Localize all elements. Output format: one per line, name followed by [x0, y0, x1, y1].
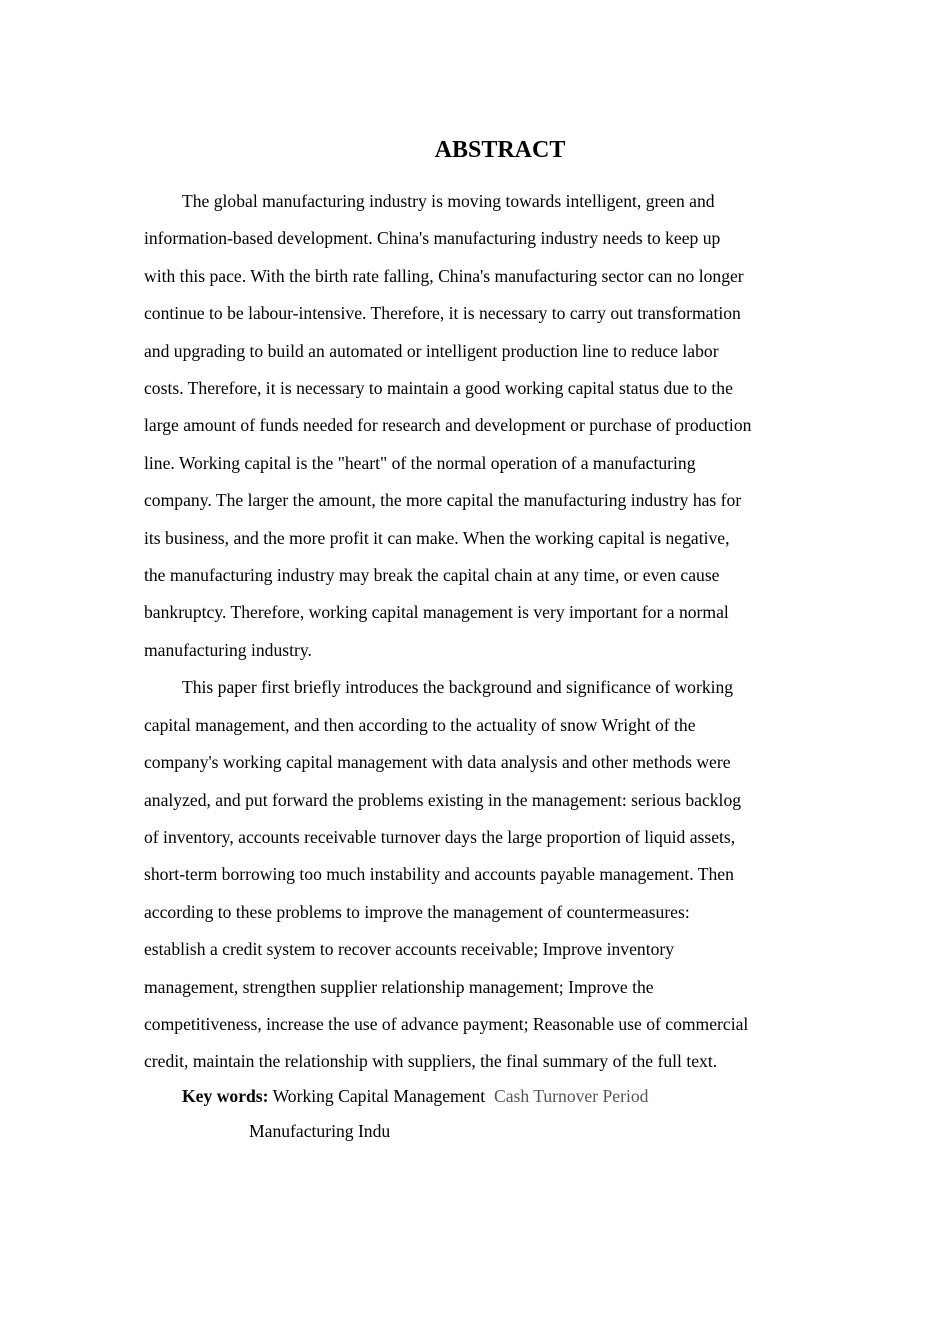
keywords-label: Key words:	[182, 1086, 269, 1106]
paragraph-2-line: short-term borrowing too much instability and accounts payable management. Then	[144, 864, 734, 885]
paragraph-2-line: competitiveness, increase the use of advance payment; Reasonable use of commercial	[144, 1013, 749, 1034]
paragraph-2-line: analyzed, and put forward the problems existing in the management: serious backlog	[144, 789, 742, 810]
paragraph-1-line: The global manufacturing industry is moving towards intelligent, green and	[182, 191, 715, 211]
paragraph-1-line: costs. Therefore, it is necessary to maintain a good working capital status due to the	[144, 378, 733, 399]
paragraph-1-line: manufacturing industry.	[144, 639, 312, 660]
paragraph-1-line: its business, and the more profit it can make. When the working capital is negative,	[144, 527, 730, 548]
paragraph-1-line: bankruptcy. Therefore, working capital management is very important for a normal	[144, 602, 729, 623]
paragraph-2-line: company's working capital management with data analysis and other methods were	[144, 752, 731, 773]
paragraph-2-line: management, strengthen supplier relationship management; Improve the	[144, 976, 654, 997]
keywords-continuation	[249, 1114, 390, 1148]
paragraph-2-line: according to these problems to improve the management of countermeasures:	[144, 901, 690, 922]
paragraph-1-line: with this pace. With the birth rate falling, China's manufacturing sector can no longer	[144, 265, 744, 286]
keyword-item: Manufacturing Indu	[249, 1121, 391, 1141]
paragraph-1-line: line. Working capital is the "heart" of the normal operation of a manufacturing	[144, 452, 696, 473]
paragraph-2-line: credit, maintain the relationship with suppliers, the final summary of the full text.	[144, 1051, 718, 1072]
paragraph-2-line: of inventory, accounts receivable turnover days the large proportion of liquid assets,	[144, 826, 736, 847]
keyword-item: Working Capital Management	[272, 1086, 486, 1106]
page-title: ABSTRACT	[434, 137, 566, 163]
paragraph-2-line: capital management, and then according to the actuality of snow Wright of the	[144, 714, 696, 735]
paragraph-1-line: information-based development. China's manufacturing industry needs to keep up	[144, 228, 721, 249]
keyword-item: Cash Turnover Period	[493, 1086, 649, 1106]
abstract-body	[144, 183, 814, 1081]
paragraph-2-line: This paper first briefly introduces the background and significance of working	[182, 677, 734, 698]
paragraph-1-line: continue to be labour-intensive. Therefore, it is necessary to carry out transformation	[144, 303, 741, 324]
paragraph-1-line: the manufacturing industry may break the capital chain at any time, or even cause	[144, 565, 720, 586]
paragraph-1-line: company. The larger the amount, the more capital the manufacturing industry has for	[144, 490, 742, 511]
keywords-line	[182, 1079, 648, 1113]
paragraph-2-line: establish a credit system to recover accounts receivable; Improve inventory	[144, 939, 675, 960]
paragraph-1-line: and upgrading to build an automated or intelligent production line to reduce labor	[144, 340, 719, 361]
paragraph-1-line: large amount of funds needed for research and development or purchase of production	[144, 415, 752, 436]
